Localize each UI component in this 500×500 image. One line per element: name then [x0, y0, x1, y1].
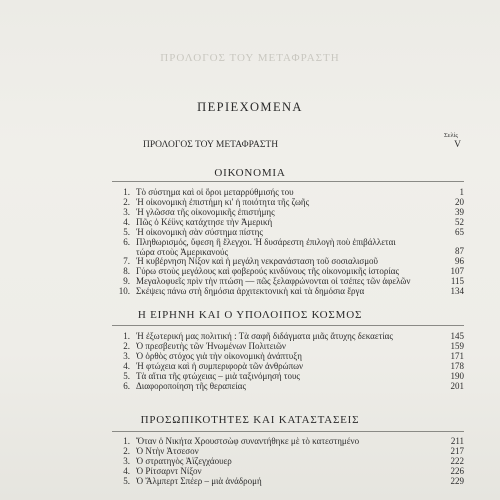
entry-number: 8.	[123, 266, 130, 276]
entry-title: Ἡ γλῶσσα τῆς οἰκονομικῆς ἐπιστήμης	[136, 207, 275, 217]
entry-page-number: 159	[450, 341, 464, 351]
toc-entry	[112, 446, 464, 456]
entry-title: Ἡ ἐξωτερική μας πολιτική : Τὰ σαφῆ διδάγματα μιᾶς ἄτυχης δεκαετίας	[136, 331, 393, 341]
entry-number: 6.	[123, 381, 130, 391]
toc-entry	[112, 341, 464, 351]
toc-entry	[112, 237, 464, 256]
toc-entry	[112, 466, 464, 476]
entry-page-number: 115	[450, 276, 464, 286]
entry-page-number: 171	[450, 351, 464, 361]
entry-title-block	[136, 361, 430, 371]
toc-entry	[112, 276, 464, 286]
toc-entry	[112, 217, 464, 227]
entry-title-block	[136, 256, 430, 266]
entry-title: Ὁ πρεσβευτὴς τῶν Ἠνωμένων Πολιτειῶν	[136, 341, 286, 351]
entry-page-number: 65	[455, 227, 464, 237]
entry-title-block	[136, 456, 430, 466]
entry-title-block	[136, 466, 430, 476]
entry-title: Ὁ Ρίτσαρντ Νίξον	[136, 466, 202, 476]
entry-title-continued: τώρα στοὺς Ἀμερικανούς	[136, 247, 229, 257]
entry-number: 4.	[123, 217, 130, 227]
entry-number: 2.	[123, 446, 130, 456]
toc-entry	[112, 331, 464, 341]
toc-list-economy	[112, 187, 464, 296]
entry-number: 3.	[123, 456, 130, 466]
entry-page-number: 107	[450, 266, 464, 276]
entry-number: 5.	[123, 476, 130, 486]
entry-title-block	[136, 207, 430, 217]
entry-title: Ἡ κυβέρνηση Νίξον καὶ ἡ μεγάλη νεκρανάσταση τοῦ σοσιαλισμοῦ	[136, 256, 379, 266]
toc-entry	[112, 456, 464, 466]
entry-page-number: 20	[455, 197, 464, 207]
show-through-heading: ΠΡΟΛΟΓΟΣ ΤΟΥ ΜΕΤΑΦΡΑΣΤΗ	[160, 52, 340, 64]
entry-page-number: 226	[450, 466, 464, 476]
section-title-personalities: ΠΡΟΣΩΠΙΚΟΤΗΤΕΣ ΚΑΙ ΚΑΤΑΣΤΑΣΕΙΣ	[140, 414, 360, 426]
entry-title-block	[136, 187, 430, 197]
page-title: ΠΕΡΙΕΧΟΜΕΝΑ	[197, 100, 303, 114]
entry-title-block	[136, 237, 430, 257]
entry-number: 2.	[123, 197, 130, 207]
entry-title: Ὁ Ντὴν Ἀτσεσον	[136, 446, 199, 456]
entry-page-number: 178	[450, 361, 464, 371]
toc-entry	[112, 266, 464, 276]
entry-page-number: 52	[455, 217, 464, 227]
entry-page-number: 211	[450, 436, 464, 446]
entry-title-block	[136, 217, 430, 227]
entry-page-number: 39	[455, 207, 464, 217]
toc-entry	[112, 361, 464, 371]
entry-title-block	[136, 266, 430, 276]
entry-title: Ὁ στρατηγὸς Ἀϊζεγχάουερ	[136, 456, 232, 466]
entry-title: Ὁ ὀρθὸς στόχος γιὰ τὴν οἰκονομικὴ ἀνάπτυξη	[136, 351, 302, 361]
page-column-label: Σελίς	[444, 132, 458, 139]
entry-title-block	[136, 446, 430, 456]
entry-number: 10.	[118, 286, 130, 296]
entry-page-number: 134	[450, 286, 464, 296]
toc-list-personalities	[112, 436, 464, 486]
entry-number: 1.	[123, 436, 130, 446]
entry-page-number: 222	[450, 456, 464, 466]
entry-title: Ἡ οἰκονομικὴ ἐπιστήμη κι' ἡ ποιότητα τῆς ζωῆς	[136, 197, 310, 207]
entry-page-number: 190	[450, 371, 464, 381]
toc-entry	[112, 381, 464, 391]
entry-number: 9.	[123, 276, 130, 286]
entry-number: 1.	[123, 187, 130, 197]
toc-entry	[112, 187, 464, 197]
entry-title: Τὸ σύστημα καὶ οἱ ὅροι μεταρρύθμισής του	[136, 187, 294, 197]
entry-title: Ὅταν ὁ Νικήτα Χρουστσὼφ συναντήθηκε μὲ τὸ κατεστημένο	[136, 436, 360, 446]
entry-title-block	[136, 197, 430, 207]
entry-number: 2.	[123, 341, 130, 351]
entry-title: Μεγαλοφυεῖς πρὶν τὴν πτώση — πῶς ξελαφρώνονται οἱ τσέπες τῶν ἀφελῶν	[136, 276, 411, 286]
entry-number: 7.	[123, 256, 130, 266]
entry-title-block	[136, 286, 430, 296]
section-rule	[112, 325, 464, 326]
prologue-label: ΠΡΟΛΟΓΟΣ ΤΟΥ ΜΕΤΑΦΡΑΣΤΗ	[143, 140, 279, 150]
toc-entry	[112, 371, 464, 381]
prologue-page: V	[454, 140, 461, 150]
entry-number: 4.	[123, 361, 130, 371]
section-title-economy: ΟΙΚΟΝΟΜΙΑ	[214, 167, 286, 179]
entry-title-block	[136, 341, 430, 351]
toc-entry	[112, 207, 464, 217]
entry-title-block	[136, 227, 430, 237]
toc-list-peace	[112, 331, 464, 391]
toc-entry	[112, 351, 464, 361]
entry-title-block	[136, 371, 430, 381]
entry-title: Ἡ οἰκονομικὴ σὰν σύστημα πίστης	[136, 227, 263, 237]
entry-title: Πῶς ὁ Κέϋνς κατάχτησε τὴν Ἀμερική	[136, 217, 273, 227]
toc-entry	[112, 256, 464, 266]
entry-page-number: 217	[450, 446, 464, 456]
entry-page-number: 87	[455, 246, 464, 256]
section-rule	[112, 431, 464, 432]
toc-entry	[112, 286, 464, 296]
entry-number: 3.	[123, 207, 130, 217]
entry-number: 3.	[123, 351, 130, 361]
entry-title: Ὁ Ἄλμπερτ Σπέερ – μιὰ ἀνάδρομή	[136, 476, 262, 486]
entry-page-number: 229	[450, 476, 464, 486]
entry-number: 6.	[123, 237, 130, 247]
toc-entry	[112, 476, 464, 486]
toc-entry	[112, 197, 464, 207]
entry-number: 5.	[123, 371, 130, 381]
entry-title: Τὰ αἴτια τῆς φτώχειας – μιὰ ταξινόμησή τους	[136, 371, 300, 381]
entry-title-block	[136, 276, 430, 286]
entry-title: Πληθωρισμός, ὕφεση ἢ ἔλεγχοι. Ἡ δυσάρεστη ἐπιλογὴ ποὺ ἐπιβάλλεται	[136, 237, 396, 247]
entry-number: 5.	[123, 227, 130, 237]
entry-title-block	[136, 331, 430, 341]
section-title-peace: Η ΕΙΡΗΝΗ ΚΑΙ Ο ΥΠΟΛΟΙΠΟΣ ΚΟΣΜΟΣ	[137, 309, 363, 321]
entry-title: Σκέψεις πάνω στὴ δημόσια ἀρχιτεκτονικὴ καὶ τὰ δημόσια ἔργα	[136, 286, 365, 296]
entry-number: 1.	[123, 331, 130, 341]
entry-page-number: 96	[455, 256, 464, 266]
prologue-entry	[143, 140, 461, 150]
entry-title-block	[136, 381, 430, 391]
entry-number: 4.	[123, 466, 130, 476]
toc-entry	[112, 436, 464, 446]
toc-entry	[112, 227, 464, 237]
entry-page-number: 145	[450, 331, 464, 341]
entry-title-block	[136, 351, 430, 361]
entry-page-number: 201	[450, 381, 464, 391]
entry-title: Γύρω στοὺς μεγάλους καὶ φοβερούς κινδύνους τῆς οἰκονομικῆς ἱστορίας	[136, 266, 400, 276]
entry-title: Ἡ φτώχεια καὶ ἡ συμπεριφορὰ τῶν ἀνθρώπων	[136, 361, 304, 371]
entry-title: Διαφοροποίηση τῆς θεραπείας	[136, 381, 247, 391]
section-rule	[112, 181, 464, 182]
entry-title-block	[136, 436, 430, 446]
entry-page-number: 1	[459, 187, 464, 197]
entry-title-block	[136, 476, 430, 486]
